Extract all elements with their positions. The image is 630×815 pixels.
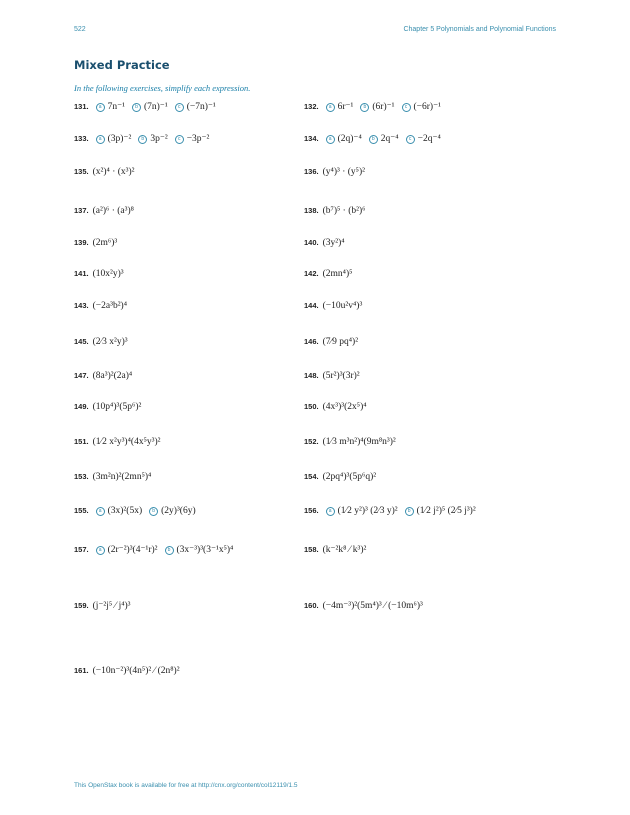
expression: (−10u²v⁴)³: [322, 301, 363, 311]
exercise-154: [304, 472, 376, 482]
exercise-140: [304, 238, 345, 248]
part-label-b: b: [149, 507, 158, 516]
exercise-150: [304, 402, 367, 412]
expression: (2y)³(6y): [161, 506, 196, 516]
exercise-number: 157.: [74, 545, 89, 554]
expression: (y⁴)³ · (y⁵)²: [322, 167, 365, 177]
exercise-159: [74, 600, 131, 611]
exercise-148: [304, 371, 360, 381]
expression: (−7n)⁻¹: [186, 102, 216, 112]
expression: (3y²)⁴: [322, 238, 345, 248]
part-label-a: a: [326, 103, 335, 112]
exercise-number: 144.: [304, 301, 319, 310]
exercise-149: [74, 402, 141, 412]
expression: (4x³)³(2x⁵)⁴: [322, 402, 367, 412]
expression: (2q)⁻⁴: [337, 134, 362, 144]
section-title: Mixed Practice: [74, 58, 170, 72]
exercise-number: 133.: [74, 134, 89, 143]
exercise-131: [74, 101, 220, 112]
footer-note: This OpenStax book is available for free at http://cnx.org/content/col12119/1.5: [74, 782, 298, 789]
exercise-141: [74, 269, 124, 279]
expression: (2r⁻²)³(4⁻¹r)²: [107, 545, 158, 555]
page-number: 522: [74, 26, 86, 33]
exercise-155: [74, 506, 200, 516]
exercise-138: [304, 206, 365, 216]
exercise-144: [304, 301, 362, 311]
exercise-134: [304, 133, 445, 144]
exercise-143: [74, 301, 127, 311]
exercise-number: 154.: [304, 472, 319, 481]
expression: 2q⁻⁴: [380, 134, 399, 144]
expression: (5r²)³(3r)²: [322, 371, 360, 381]
expression: 3p⁻²: [150, 134, 168, 144]
exercise-136: [304, 167, 365, 177]
instructions: In the following exercises, simplify each expression.: [74, 83, 251, 93]
expression: −2q⁻⁴: [417, 134, 441, 144]
expression: (7n)⁻¹: [143, 102, 168, 112]
expression: −3p⁻²: [186, 134, 210, 144]
expression: (10x²y)³: [92, 269, 124, 279]
expression: (7⁄9 pq⁴)²: [322, 337, 359, 347]
expression: (2m⁶)³: [92, 238, 118, 248]
exercise-157: [74, 544, 237, 555]
exercise-number: 158.: [304, 545, 319, 554]
part-label-c: c: [175, 135, 184, 144]
part-label-b: b: [405, 507, 414, 516]
part-label-b: b: [369, 135, 378, 144]
exercise-number: 131.: [74, 102, 89, 111]
exercise-147: [74, 371, 132, 381]
part-label-c: c: [402, 103, 411, 112]
exercise-151: [74, 437, 161, 447]
exercise-number: 161.: [74, 666, 89, 675]
part-label-a: a: [96, 546, 105, 555]
exercise-number: 147.: [74, 371, 89, 380]
exercise-number: 159.: [74, 601, 89, 610]
exercise-number: 151.: [74, 437, 89, 446]
exercise-number: 139.: [74, 238, 89, 247]
expression: (−6r)⁻¹: [413, 102, 441, 112]
exercise-137: [74, 206, 134, 216]
expression: (3p)⁻²: [107, 134, 132, 144]
exercise-number: 160.: [304, 601, 319, 610]
expression: (k⁻²k⁸ ⁄ k³)²: [322, 545, 367, 555]
expression: (−10n⁻²)³(4n⁵)² ⁄ (2n⁸)²: [92, 666, 180, 676]
exercise-133: [74, 133, 213, 144]
exercise-132: [304, 101, 445, 112]
exercise-142: [304, 269, 352, 279]
part-label-b: b: [132, 103, 141, 112]
exercise-number: 149.: [74, 402, 89, 411]
exercise-145: [74, 337, 128, 347]
exercise-number: 153.: [74, 472, 89, 481]
expression: (−2a³b²)⁴: [92, 301, 128, 311]
exercise-number: 150.: [304, 402, 319, 411]
expression: (10p⁴)³(5p⁶)²: [92, 402, 142, 412]
expression: 6r⁻¹: [337, 102, 354, 112]
exercise-number: 145.: [74, 337, 89, 346]
exercise-number: 132.: [304, 102, 319, 111]
expression: 7n⁻¹: [107, 102, 125, 112]
exercise-158: [304, 544, 366, 555]
expression: (1⁄2 x²y³)⁴(4x⁵y³)²: [92, 437, 161, 447]
expression: (3x)²(5x): [107, 506, 143, 516]
exercise-156: [304, 506, 480, 516]
expression: (3m²n)²(2mn⁵)⁴: [92, 472, 152, 482]
part-label-b: b: [360, 103, 369, 112]
exercise-number: 135.: [74, 167, 89, 176]
exercise-number: 140.: [304, 238, 319, 247]
exercise-number: 152.: [304, 437, 319, 446]
exercise-number: 136.: [304, 167, 319, 176]
expression: (−4m⁻³)²(5m⁴)³ ⁄ (−10m⁶)³: [322, 601, 423, 611]
part-label-a: a: [326, 507, 335, 516]
exercise-number: 146.: [304, 337, 319, 346]
expression: (b⁷)⁵ · (b²)⁶: [322, 206, 366, 216]
part-label-a: a: [96, 103, 105, 112]
expression: (j⁻²j⁵ ⁄ j⁴)³: [92, 601, 131, 611]
expression: (a²)⁶ · (a³)⁸: [92, 206, 134, 216]
exercise-number: 134.: [304, 134, 319, 143]
part-label-c: c: [175, 103, 184, 112]
part-label-c: c: [406, 135, 415, 144]
chapter-title: Chapter 5 Polynomials and Polynomial Functions: [403, 26, 556, 33]
exercise-152: [304, 437, 396, 447]
part-label-b: b: [138, 135, 147, 144]
exercise-number: 143.: [74, 301, 89, 310]
part-label-a: a: [96, 507, 105, 516]
exercise-146: [304, 337, 358, 347]
exercise-number: 148.: [304, 371, 319, 380]
expression: (6r)⁻¹: [372, 102, 395, 112]
expression: (1⁄2 y²)³ (2⁄3 y)²: [337, 506, 398, 516]
expression: (2pq⁴)³(5p⁶q)²: [322, 472, 377, 482]
expression: (8a³)²(2a)⁴: [92, 371, 133, 381]
exercise-number: 156.: [304, 506, 319, 515]
exercise-153: [74, 472, 151, 482]
part-label-b: b: [165, 546, 174, 555]
expression: (1⁄3 m³n²)⁴(9m⁸n³)²: [322, 437, 396, 447]
expression: (3x⁻³)³(3⁻¹x⁵)⁴: [176, 545, 234, 555]
exercise-number: 155.: [74, 506, 89, 515]
exercise-number: 138.: [304, 206, 319, 215]
exercise-number: 141.: [74, 269, 89, 278]
expression: (2mn⁴)⁵: [322, 269, 353, 279]
part-label-a: a: [326, 135, 335, 144]
exercise-135: [74, 167, 135, 177]
part-label-a: a: [96, 135, 105, 144]
expression: (x²)⁴ · (x³)²: [92, 167, 135, 177]
exercise-number: 142.: [304, 269, 319, 278]
exercise-161: [74, 665, 180, 676]
expression: (1⁄2 j²)⁵ (2⁄5 j³)²: [416, 506, 476, 516]
exercise-139: [74, 238, 117, 248]
expression: (2⁄3 x²y)³: [92, 337, 128, 347]
exercise-160: [304, 600, 423, 611]
exercise-number: 137.: [74, 206, 89, 215]
